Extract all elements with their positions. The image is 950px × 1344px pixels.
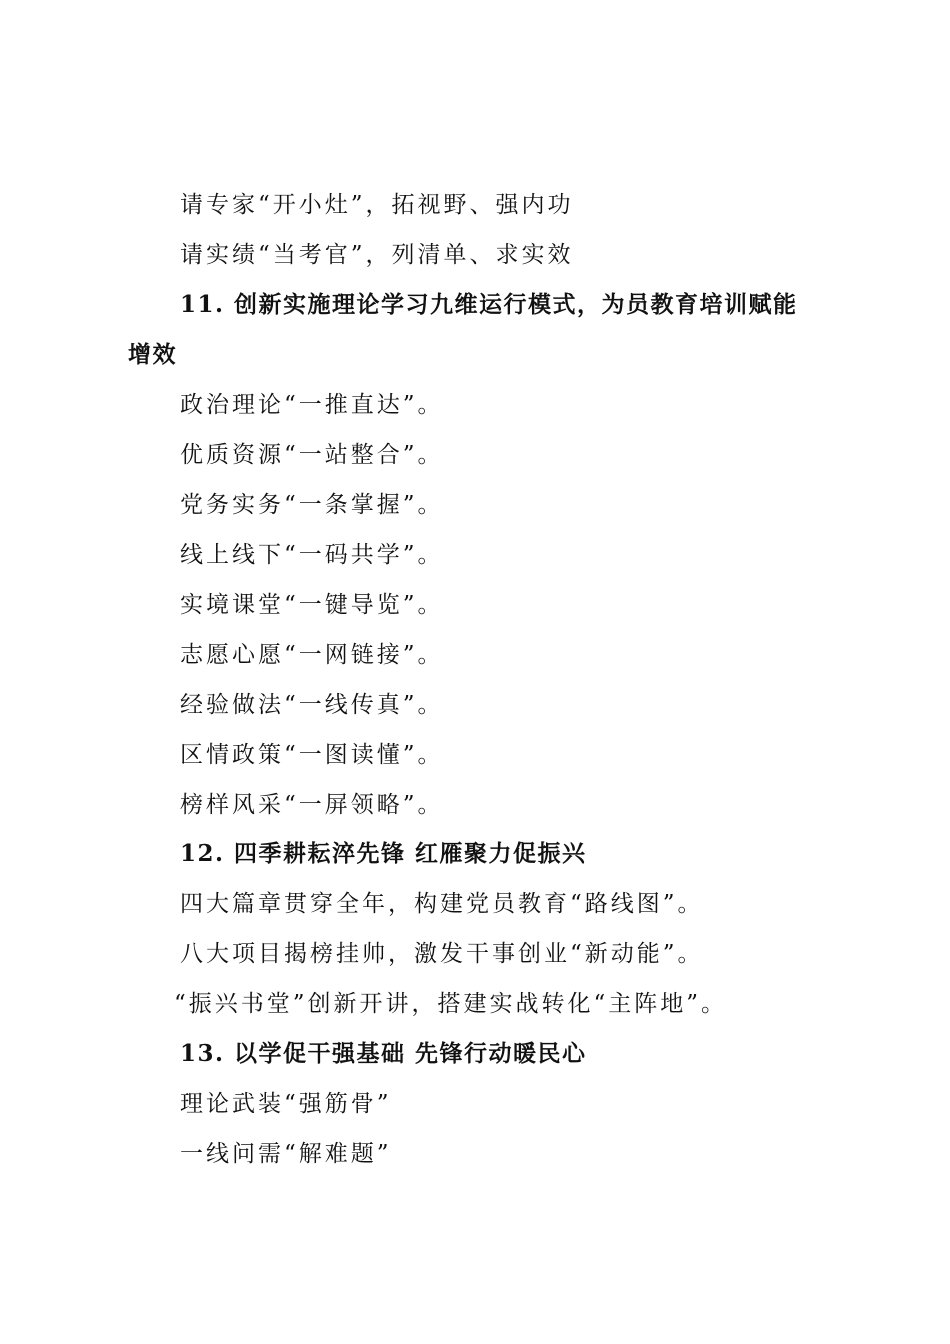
section-heading-13: 13. 以学促干强基础 先锋行动暖民心: [180, 1040, 587, 1067]
list-item: 区情政策“一图读懂”。: [180, 742, 444, 768]
list-item: 经验做法“一线传真”。: [180, 692, 444, 718]
list-item: 榜样风采“一屏领略”。: [180, 792, 444, 818]
paragraph-line: 四大篇章贯穿全年，构建党员教育“路线图”。: [180, 891, 704, 917]
list-item: 政治理论“一推直达”。: [180, 392, 444, 418]
section-heading-12: 12. 四季耕耘淬先锋 红雁聚力促振兴: [180, 840, 587, 867]
list-item: 志愿心愿“一网链接”。: [180, 642, 444, 668]
paragraph-line: 请专家“开小灶”，拓视野、强内功: [180, 192, 574, 218]
paragraph-line: 理论武装“强筋骨”: [180, 1091, 392, 1117]
section-heading-11: 11. 创新实施理论学习九维运行模式，为员教育培训赋能: [180, 291, 798, 318]
paragraph-line: 一线问需“解难题”: [180, 1141, 392, 1167]
list-item: 实境课堂“一键导览”。: [180, 592, 444, 618]
section-heading-11-continuation: 增效: [128, 341, 177, 368]
paragraph-line: “振兴书堂”创新开讲，搭建实战转化“主阵地”。: [174, 991, 728, 1017]
paragraph-line: 请实绩“当考官”，列清单、求实效: [180, 242, 574, 268]
list-item: 线上线下“一码共学”。: [180, 542, 444, 568]
list-item: 党务实务“一条掌握”。: [180, 492, 444, 518]
paragraph-line: 八大项目揭榜挂帅，激发干事创业“新动能”。: [180, 941, 704, 967]
list-item: 优质资源“一站整合”。: [180, 442, 444, 468]
